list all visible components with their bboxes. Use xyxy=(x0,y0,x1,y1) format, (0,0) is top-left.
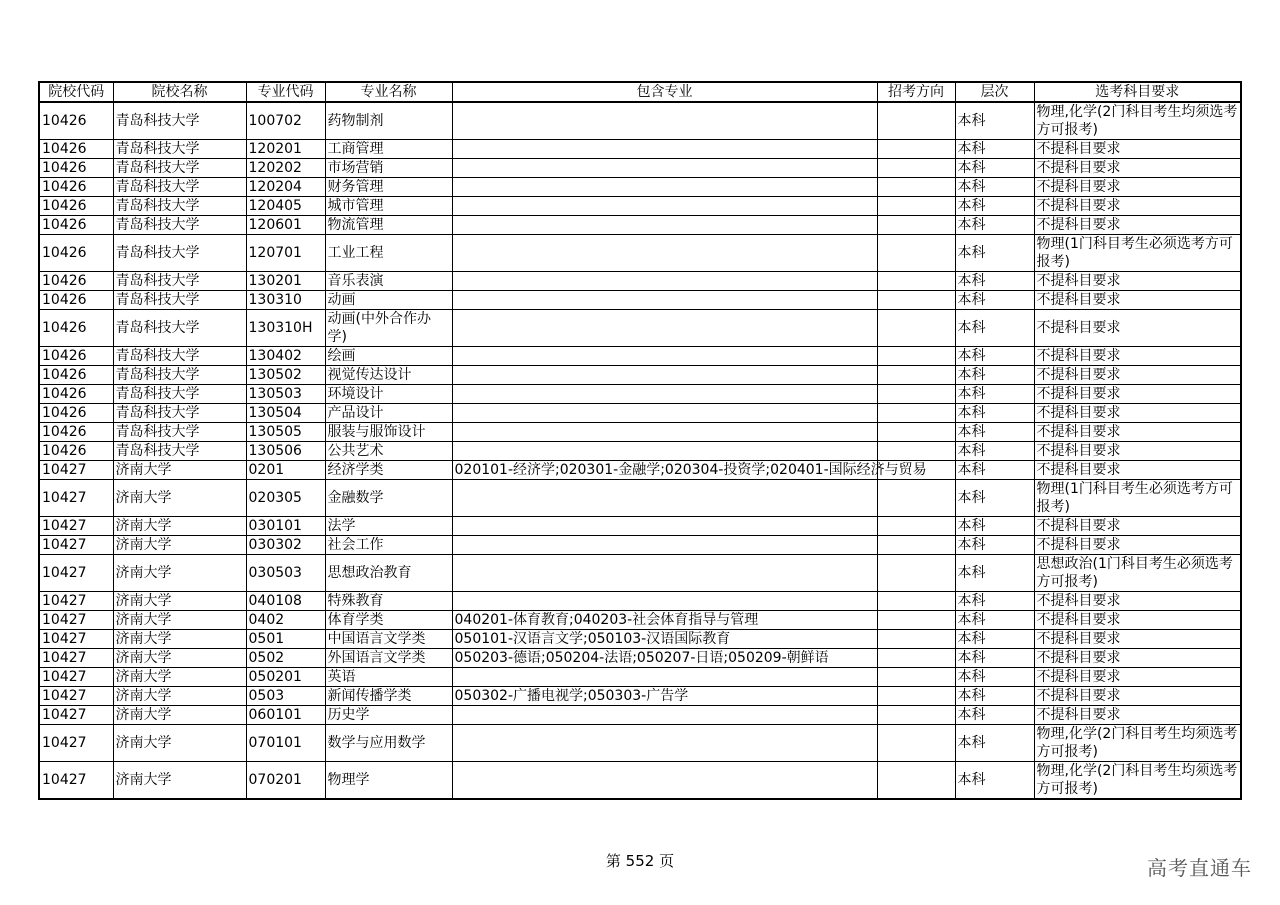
table-row xyxy=(39,649,1241,668)
cell-subject-requirement: 不提科目要求 xyxy=(1034,649,1241,668)
table-row xyxy=(39,366,1241,385)
cell-subject-requirement: 物理,化学(2门科目考生均须选考方可报考) xyxy=(1034,102,1241,140)
cell-major-code: 130506 xyxy=(246,442,325,461)
cell-major-code: 130310H xyxy=(246,310,325,347)
cell-subject-requirement: 物理(1门科目考生必须选考方可报考) xyxy=(1034,480,1241,517)
cell-included-majors xyxy=(452,706,877,725)
cell-school-name: 青岛科技大学 xyxy=(113,235,246,272)
cell-school-name: 青岛科技大学 xyxy=(113,178,246,197)
cell-major-name: 数学与应用数学 xyxy=(325,725,452,762)
cell-level: 本科 xyxy=(955,555,1034,592)
cell-major-name: 视觉传达设计 xyxy=(325,366,452,385)
cell-direction xyxy=(877,197,955,216)
cell-school-name: 青岛科技大学 xyxy=(113,102,246,140)
cell-major-name: 服装与服饰设计 xyxy=(325,423,452,442)
cell-direction xyxy=(877,611,955,630)
cell-major-code: 0201 xyxy=(246,461,325,480)
cell-included-majors: 020101-经济学;020301-金融学;020304-投资学;020401-国际经济与贸易 xyxy=(452,461,877,480)
cell-included-majors xyxy=(452,310,877,347)
cell-school-name: 青岛科技大学 xyxy=(113,216,246,235)
cell-level: 本科 xyxy=(955,592,1034,611)
cell-direction xyxy=(877,630,955,649)
cell-school-code: 10426 xyxy=(39,216,113,235)
cell-major-name: 外国语言文学类 xyxy=(325,649,452,668)
cell-major-name: 体育学类 xyxy=(325,611,452,630)
cell-subject-requirement: 不提科目要求 xyxy=(1034,668,1241,687)
header-major-code: 专业代码 xyxy=(246,82,325,102)
cell-level: 本科 xyxy=(955,611,1034,630)
cell-school-code: 10427 xyxy=(39,611,113,630)
cell-major-name: 环境设计 xyxy=(325,385,452,404)
cell-level: 本科 xyxy=(955,291,1034,310)
cell-level: 本科 xyxy=(955,178,1034,197)
cell-major-code: 120204 xyxy=(246,178,325,197)
cell-school-code: 10427 xyxy=(39,536,113,555)
cell-level: 本科 xyxy=(955,442,1034,461)
cell-level: 本科 xyxy=(955,480,1034,517)
cell-direction xyxy=(877,592,955,611)
cell-school-code: 10426 xyxy=(39,385,113,404)
table-header-row xyxy=(39,82,1241,102)
table-row xyxy=(39,178,1241,197)
cell-school-name: 济南大学 xyxy=(113,687,246,706)
cell-direction xyxy=(877,555,955,592)
table-row xyxy=(39,235,1241,272)
cell-included-majors: 050302-广播电视学;050303-广告学 xyxy=(452,687,877,706)
cell-school-code: 10427 xyxy=(39,687,113,706)
cell-included-majors xyxy=(452,235,877,272)
cell-subject-requirement: 物理,化学(2门科目考生均须选考方可报考) xyxy=(1034,762,1241,800)
cell-major-code: 030101 xyxy=(246,517,325,536)
cell-subject-requirement: 不提科目要求 xyxy=(1034,159,1241,178)
cell-major-name: 法学 xyxy=(325,517,452,536)
cell-school-name: 济南大学 xyxy=(113,649,246,668)
cell-subject-requirement: 不提科目要求 xyxy=(1034,366,1241,385)
page-number: 第 552 页 xyxy=(605,852,675,870)
cell-included-majors xyxy=(452,140,877,159)
cell-major-name: 思想政治教育 xyxy=(325,555,452,592)
cell-direction xyxy=(877,366,955,385)
cell-school-name: 青岛科技大学 xyxy=(113,272,246,291)
table-row xyxy=(39,442,1241,461)
cell-level: 本科 xyxy=(955,706,1034,725)
cell-major-code: 130505 xyxy=(246,423,325,442)
cell-subject-requirement: 物理,化学(2门科目考生均须选考方可报考) xyxy=(1034,725,1241,762)
cell-included-majors xyxy=(452,762,877,800)
table-row xyxy=(39,272,1241,291)
table-row xyxy=(39,536,1241,555)
cell-major-name: 市场营销 xyxy=(325,159,452,178)
cell-subject-requirement: 思想政治(1门科目考生必须选考方可报考) xyxy=(1034,555,1241,592)
cell-school-name: 济南大学 xyxy=(113,725,246,762)
cell-included-majors xyxy=(452,347,877,366)
cell-school-code: 10426 xyxy=(39,159,113,178)
cell-included-majors xyxy=(452,197,877,216)
cell-major-code: 130310 xyxy=(246,291,325,310)
cell-level: 本科 xyxy=(955,272,1034,291)
cell-school-code: 10427 xyxy=(39,668,113,687)
cell-school-name: 青岛科技大学 xyxy=(113,197,246,216)
cell-major-code: 0402 xyxy=(246,611,325,630)
cell-major-code: 0501 xyxy=(246,630,325,649)
cell-major-code: 120201 xyxy=(246,140,325,159)
table-row xyxy=(39,140,1241,159)
table-row xyxy=(39,668,1241,687)
cell-level: 本科 xyxy=(955,235,1034,272)
cell-included-majors: 040201-体育教育;040203-社会体育指导与管理 xyxy=(452,611,877,630)
cell-subject-requirement: 不提科目要求 xyxy=(1034,216,1241,235)
cell-school-name: 济南大学 xyxy=(113,592,246,611)
cell-direction xyxy=(877,668,955,687)
cell-included-majors xyxy=(452,555,877,592)
table-row xyxy=(39,347,1241,366)
cell-major-name: 动画 xyxy=(325,291,452,310)
cell-direction xyxy=(877,725,955,762)
cell-included-majors xyxy=(452,216,877,235)
cell-included-majors xyxy=(452,592,877,611)
cell-subject-requirement: 不提科目要求 xyxy=(1034,611,1241,630)
cell-included-majors xyxy=(452,291,877,310)
cell-level: 本科 xyxy=(955,668,1034,687)
cell-direction xyxy=(877,385,955,404)
table-row xyxy=(39,630,1241,649)
cell-subject-requirement: 不提科目要求 xyxy=(1034,347,1241,366)
table-row xyxy=(39,592,1241,611)
table-row xyxy=(39,216,1241,235)
cell-major-name: 中国语言文学类 xyxy=(325,630,452,649)
cell-level: 本科 xyxy=(955,423,1034,442)
cell-direction xyxy=(877,706,955,725)
cell-school-code: 10426 xyxy=(39,442,113,461)
table-row xyxy=(39,725,1241,762)
cell-major-code: 050201 xyxy=(246,668,325,687)
header-school-name: 院校名称 xyxy=(113,82,246,102)
cell-included-majors xyxy=(452,102,877,140)
cell-included-majors: 050203-德语;050204-法语;050207-日语;050209-朝鲜语 xyxy=(452,649,877,668)
cell-direction xyxy=(877,291,955,310)
cell-subject-requirement: 不提科目要求 xyxy=(1034,385,1241,404)
cell-major-name: 金融数学 xyxy=(325,480,452,517)
cell-school-code: 10426 xyxy=(39,140,113,159)
cell-level: 本科 xyxy=(955,630,1034,649)
cell-subject-requirement: 不提科目要求 xyxy=(1034,461,1241,480)
cell-included-majors xyxy=(452,404,877,423)
cell-major-code: 030503 xyxy=(246,555,325,592)
cell-subject-requirement: 不提科目要求 xyxy=(1034,140,1241,159)
cell-subject-requirement: 不提科目要求 xyxy=(1034,291,1241,310)
table-body xyxy=(39,102,1241,799)
cell-level: 本科 xyxy=(955,197,1034,216)
table-row xyxy=(39,687,1241,706)
cell-major-name: 工商管理 xyxy=(325,140,452,159)
cell-level: 本科 xyxy=(955,366,1034,385)
cell-major-code: 130503 xyxy=(246,385,325,404)
table-row xyxy=(39,461,1241,480)
cell-direction xyxy=(877,347,955,366)
cell-school-code: 10427 xyxy=(39,762,113,800)
table-row xyxy=(39,159,1241,178)
table-row xyxy=(39,102,1241,140)
watermark-logo: 高考直通车 xyxy=(1147,856,1252,880)
cell-major-name: 音乐表演 xyxy=(325,272,452,291)
cell-level: 本科 xyxy=(955,385,1034,404)
cell-subject-requirement: 不提科目要求 xyxy=(1034,517,1241,536)
cell-school-name: 济南大学 xyxy=(113,517,246,536)
cell-school-name: 济南大学 xyxy=(113,706,246,725)
cell-school-code: 10427 xyxy=(39,461,113,480)
header-included-majors: 包含专业 xyxy=(452,82,877,102)
header-school-code: 院校代码 xyxy=(39,82,113,102)
cell-major-code: 070201 xyxy=(246,762,325,800)
cell-major-name: 绘画 xyxy=(325,347,452,366)
cell-school-name: 济南大学 xyxy=(113,461,246,480)
cell-major-code: 040108 xyxy=(246,592,325,611)
cell-direction xyxy=(877,404,955,423)
cell-major-name: 财务管理 xyxy=(325,178,452,197)
cell-included-majors xyxy=(452,178,877,197)
cell-direction xyxy=(877,310,955,347)
cell-direction xyxy=(877,159,955,178)
cell-major-name: 历史学 xyxy=(325,706,452,725)
cell-subject-requirement: 不提科目要求 xyxy=(1034,536,1241,555)
cell-included-majors xyxy=(452,480,877,517)
cell-school-name: 青岛科技大学 xyxy=(113,423,246,442)
cell-included-majors xyxy=(452,517,877,536)
cell-major-code: 030302 xyxy=(246,536,325,555)
cell-subject-requirement: 物理(1门科目考生必须选考方可报考) xyxy=(1034,235,1241,272)
cell-subject-requirement: 不提科目要求 xyxy=(1034,404,1241,423)
cell-school-name: 济南大学 xyxy=(113,762,246,800)
cell-included-majors: 050101-汉语言文学;050103-汉语国际教育 xyxy=(452,630,877,649)
cell-subject-requirement: 不提科目要求 xyxy=(1034,197,1241,216)
cell-level: 本科 xyxy=(955,140,1034,159)
cell-subject-requirement: 不提科目要求 xyxy=(1034,706,1241,725)
cell-included-majors xyxy=(452,423,877,442)
header-level: 层次 xyxy=(955,82,1034,102)
cell-level: 本科 xyxy=(955,310,1034,347)
header-major-name: 专业名称 xyxy=(325,82,452,102)
cell-school-code: 10427 xyxy=(39,517,113,536)
cell-school-code: 10426 xyxy=(39,310,113,347)
cell-level: 本科 xyxy=(955,536,1034,555)
cell-subject-requirement: 不提科目要求 xyxy=(1034,442,1241,461)
cell-direction xyxy=(877,442,955,461)
cell-level: 本科 xyxy=(955,461,1034,480)
cell-direction xyxy=(877,536,955,555)
cell-major-name: 产品设计 xyxy=(325,404,452,423)
cell-major-name: 新闻传播学类 xyxy=(325,687,452,706)
cell-school-code: 10426 xyxy=(39,423,113,442)
cell-subject-requirement: 不提科目要求 xyxy=(1034,178,1241,197)
cell-school-name: 青岛科技大学 xyxy=(113,404,246,423)
cell-school-name: 青岛科技大学 xyxy=(113,385,246,404)
cell-school-name: 青岛科技大学 xyxy=(113,291,246,310)
cell-school-name: 济南大学 xyxy=(113,630,246,649)
cell-subject-requirement: 不提科目要求 xyxy=(1034,592,1241,611)
cell-included-majors xyxy=(452,385,877,404)
admission-table xyxy=(38,81,1242,800)
cell-major-code: 060101 xyxy=(246,706,325,725)
cell-school-code: 10426 xyxy=(39,235,113,272)
cell-level: 本科 xyxy=(955,404,1034,423)
cell-included-majors xyxy=(452,725,877,762)
cell-level: 本科 xyxy=(955,216,1034,235)
cell-school-name: 青岛科技大学 xyxy=(113,366,246,385)
cell-subject-requirement: 不提科目要求 xyxy=(1034,630,1241,649)
cell-direction xyxy=(877,423,955,442)
cell-direction xyxy=(877,480,955,517)
cell-school-code: 10427 xyxy=(39,725,113,762)
cell-major-code: 130402 xyxy=(246,347,325,366)
cell-major-name: 经济学类 xyxy=(325,461,452,480)
cell-major-name: 城市管理 xyxy=(325,197,452,216)
cell-direction xyxy=(877,178,955,197)
cell-school-code: 10426 xyxy=(39,347,113,366)
table-row xyxy=(39,404,1241,423)
cell-level: 本科 xyxy=(955,102,1034,140)
cell-school-code: 10427 xyxy=(39,480,113,517)
cell-major-code: 020305 xyxy=(246,480,325,517)
table-row xyxy=(39,480,1241,517)
cell-school-name: 青岛科技大学 xyxy=(113,159,246,178)
cell-major-name: 社会工作 xyxy=(325,536,452,555)
header-subject-requirement: 选考科目要求 xyxy=(1034,82,1241,102)
cell-included-majors xyxy=(452,272,877,291)
cell-major-code: 070101 xyxy=(246,725,325,762)
cell-major-code: 100702 xyxy=(246,102,325,140)
cell-major-name: 英语 xyxy=(325,668,452,687)
cell-included-majors xyxy=(452,366,877,385)
cell-direction xyxy=(877,140,955,159)
cell-major-name: 物流管理 xyxy=(325,216,452,235)
cell-school-name: 青岛科技大学 xyxy=(113,140,246,159)
table-row xyxy=(39,706,1241,725)
table-row xyxy=(39,310,1241,347)
cell-direction xyxy=(877,649,955,668)
cell-included-majors xyxy=(452,536,877,555)
cell-major-code: 0502 xyxy=(246,649,325,668)
cell-subject-requirement: 不提科目要求 xyxy=(1034,310,1241,347)
cell-school-name: 济南大学 xyxy=(113,668,246,687)
cell-subject-requirement: 不提科目要求 xyxy=(1034,687,1241,706)
cell-school-name: 济南大学 xyxy=(113,611,246,630)
cell-subject-requirement: 不提科目要求 xyxy=(1034,423,1241,442)
cell-major-code: 130504 xyxy=(246,404,325,423)
cell-major-code: 130201 xyxy=(246,272,325,291)
cell-major-name: 公共艺术 xyxy=(325,442,452,461)
cell-major-code: 120601 xyxy=(246,216,325,235)
header-direction: 招考方向 xyxy=(877,82,955,102)
cell-direction xyxy=(877,762,955,800)
cell-direction xyxy=(877,687,955,706)
cell-school-code: 10426 xyxy=(39,272,113,291)
cell-school-code: 10426 xyxy=(39,366,113,385)
cell-school-code: 10426 xyxy=(39,178,113,197)
cell-major-name: 特殊教育 xyxy=(325,592,452,611)
cell-level: 本科 xyxy=(955,347,1034,366)
cell-major-code: 130502 xyxy=(246,366,325,385)
cell-school-name: 青岛科技大学 xyxy=(113,442,246,461)
cell-school-name: 青岛科技大学 xyxy=(113,347,246,366)
cell-school-code: 10427 xyxy=(39,706,113,725)
cell-school-code: 10426 xyxy=(39,291,113,310)
cell-school-name: 济南大学 xyxy=(113,536,246,555)
cell-major-code: 0503 xyxy=(246,687,325,706)
cell-major-code: 120202 xyxy=(246,159,325,178)
cell-direction xyxy=(877,272,955,291)
cell-subject-requirement: 不提科目要求 xyxy=(1034,272,1241,291)
cell-included-majors xyxy=(452,159,877,178)
cell-school-code: 10427 xyxy=(39,592,113,611)
table-row xyxy=(39,385,1241,404)
cell-major-name: 动画(中外合作办学) xyxy=(325,310,452,347)
cell-school-code: 10427 xyxy=(39,630,113,649)
cell-level: 本科 xyxy=(955,517,1034,536)
cell-level: 本科 xyxy=(955,649,1034,668)
cell-school-code: 10426 xyxy=(39,102,113,140)
cell-direction xyxy=(877,102,955,140)
cell-level: 本科 xyxy=(955,687,1034,706)
cell-school-code: 10427 xyxy=(39,555,113,592)
cell-major-name: 药物制剂 xyxy=(325,102,452,140)
cell-direction xyxy=(877,517,955,536)
cell-school-code: 10426 xyxy=(39,197,113,216)
cell-major-name: 工业工程 xyxy=(325,235,452,272)
cell-direction xyxy=(877,235,955,272)
table-row xyxy=(39,611,1241,630)
cell-school-code: 10426 xyxy=(39,404,113,423)
table-row xyxy=(39,291,1241,310)
cell-level: 本科 xyxy=(955,725,1034,762)
cell-major-name: 物理学 xyxy=(325,762,452,800)
table-row xyxy=(39,762,1241,800)
table-row xyxy=(39,197,1241,216)
table-row xyxy=(39,517,1241,536)
cell-school-name: 青岛科技大学 xyxy=(113,310,246,347)
cell-included-majors xyxy=(452,442,877,461)
cell-major-code: 120405 xyxy=(246,197,325,216)
cell-level: 本科 xyxy=(955,159,1034,178)
cell-included-majors xyxy=(452,668,877,687)
table-row xyxy=(39,555,1241,592)
cell-school-name: 济南大学 xyxy=(113,480,246,517)
cell-level: 本科 xyxy=(955,762,1034,800)
table-row xyxy=(39,423,1241,442)
cell-major-code: 120701 xyxy=(246,235,325,272)
cell-direction xyxy=(877,216,955,235)
cell-school-code: 10427 xyxy=(39,649,113,668)
cell-school-name: 济南大学 xyxy=(113,555,246,592)
